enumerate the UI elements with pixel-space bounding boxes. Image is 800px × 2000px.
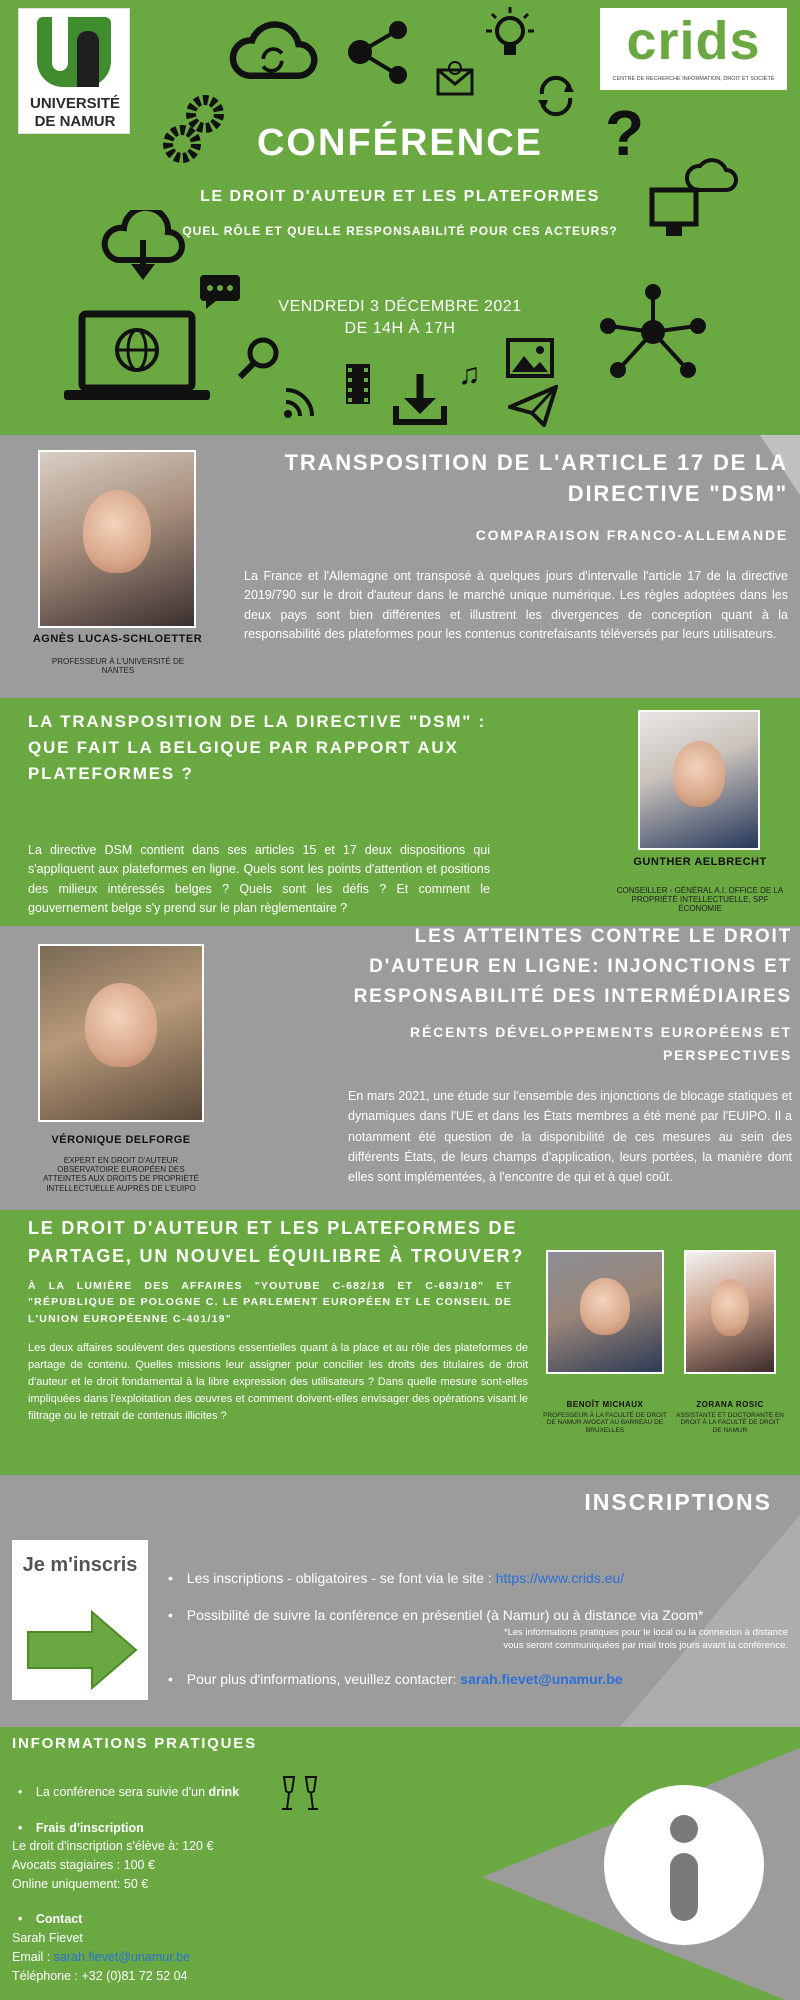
section-subtitle: À LA LUMIÈRE DES AFFAIRES "YOUTUBE C-682/18 ET C-683/18" ET "RÉPUBLIQUE DE POLOGNE C. LE PARLEMENT EUROPÉEN ET LE CONSEIL DE L'UNION EUROPÉENNE C-401/19"	[28, 1280, 512, 1325]
speaker2-name: ZORANA ROSIC	[696, 1400, 764, 1409]
section-text: La directive DSM contient dans ses articles 15 et 17 deux dispositions qui s'appliquent aux plateformes en ligne. Quels sont les points d'attention et positions des milieux intéressés belges ? Quels sont les défis ? Et comment le gouvernement belge s'y prend sur le plan règlementaire ?	[28, 843, 490, 916]
cloud-sync-icon	[225, 20, 320, 85]
section-text: La France et l'Allemagne ont transposé à quelques jours d'intervalle l'article 17 de la directive 2019/790 sur le droit d'auteur dans le marché unique numérique. Les règles adoptées dans les deux pays sont bien différentes et illustrent les divergences de conception quant à la responsabilité des plateformes pour les contenus contrefaisants téléversés par leurs utilisateurs.	[244, 569, 788, 642]
section-title-line2: PARTAGE, UN NOUVEL ÉQUILIBRE À TROUVER?	[28, 1246, 525, 1266]
inscriptions-title: INSCRIPTIONS	[584, 1489, 772, 1515]
contact-email-link[interactable]: sarah.fievet@unamur.be	[53, 1950, 191, 1964]
network-icon	[598, 282, 708, 380]
lightbulb-icon	[480, 5, 540, 67]
section-subtitle-line2: PERSPECTIVES	[663, 1047, 792, 1063]
laptop-globe-icon	[62, 310, 212, 405]
speaker2-role: ASSISTANTE ET DOCTORANTE EN DROIT À LA FACULTÉ DE DROIT DE NAMUR	[676, 1412, 784, 1434]
section-subtitle-line1: RÉCENTS DÉVELOPPEMENTS EUROPÉENS ET	[410, 1024, 792, 1040]
section-atteintes	[0, 926, 800, 1210]
section-title-line1: LE DROIT D'AUTEUR ET LES PLATEFORMES DE	[28, 1218, 518, 1238]
section-title-line2: D'AUTEUR EN LIGNE: INJONCTIONS ET	[369, 956, 792, 977]
university-logo	[18, 8, 130, 134]
speaker-photo-michaux	[546, 1250, 664, 1374]
contact-phone: Téléphone : +32 (0)81 72 52 04	[12, 1969, 188, 1983]
section-title-line2: QUE FAIT LA BELGIQUE PAR RAPPORT AUX	[28, 738, 459, 757]
speaker-role: PROFESSEUR À L'UNIVERSITÉ DE NANTES	[51, 657, 185, 676]
section-inscriptions	[0, 1475, 800, 1727]
header-section	[0, 0, 800, 435]
refresh-icon	[532, 72, 580, 120]
search-icon	[235, 335, 283, 383]
speaker-photo-rosic	[684, 1250, 776, 1374]
section-transposition-article-17	[0, 435, 800, 698]
section-title-line2: DIRECTIVE "DSM"	[567, 481, 788, 506]
infos-drink	[18, 1785, 318, 1799]
bullet-text: Possibilité de suivre la conférence en présentiel (à Namur) ou à distance via Zoom*	[186, 1607, 704, 1623]
section-title-line1: LES ATTEINTES CONTRE LE DROIT	[414, 926, 792, 947]
cloud-download-icon	[98, 210, 188, 282]
email-label: Email :	[12, 1950, 54, 1964]
drink-bold: drink	[208, 1785, 240, 1799]
university-logo-line1: UNIVERSITÉ	[29, 95, 120, 112]
contact-title	[18, 1912, 318, 1926]
conference-title: CONFÉRENCE	[256, 122, 544, 164]
conference-date: VENDREDI 3 DÉCEMBRE 2021	[278, 298, 522, 315]
email-icon	[435, 58, 475, 98]
crids-logo-text: crids	[626, 11, 761, 71]
inscriptions-bullet-2	[168, 1607, 788, 1623]
section-title-line3: PLATEFORMES ?	[28, 764, 194, 783]
section-text: Les deux affaires soulèvent des questions essentielles quant à la place et au rôle des plateformes de partage de contenu. Quelles missions leur assigner pour concilier les droits des titulaires de droit d'auteur et le droit fondamental à la libre expression des utilisateurs ? Dans quelle mesure sont-elles impliquées dans l'exploitation des œuvres et comment doivent-elles envisager des opérations visant le filtrage ou le retrait de contenus illicites ?	[28, 1342, 528, 1423]
speaker1-role: PROFESSEUR À LA FACULTÉ DE DROIT DE NAMUR AVOCAT AU BARREAU DE BRUXELLES	[543, 1412, 667, 1434]
speaker-photo-lucas-schloetter	[38, 450, 196, 628]
conference-time: DE 14H À 17H	[344, 320, 456, 337]
section-equilibre	[0, 1210, 800, 1475]
register-badge[interactable]	[12, 1540, 148, 1700]
infos-title: INFORMATIONS PRATIQUES	[12, 1735, 257, 1752]
champagne-icon	[276, 1771, 324, 1815]
fee-trainee: Avocats stagiaires : 100 €	[12, 1858, 155, 1872]
section-belgique	[0, 698, 800, 926]
speaker-name: VÉRONIQUE DELFORGE	[51, 1134, 191, 1146]
fee-standard: Le droit d'inscription s'élève à: 120 €	[12, 1839, 214, 1853]
contact-email	[12, 1950, 412, 1964]
music-icon: ♫	[458, 358, 481, 391]
bullet-text: Pour plus d'informations, veuillez contacter:	[186, 1671, 461, 1687]
image-icon	[506, 338, 554, 378]
contact-email-link[interactable]: sarah.fievet@unamur.be	[460, 1671, 623, 1687]
wifi-icon	[280, 380, 322, 422]
fees-title-text: Frais d'inscription	[35, 1821, 144, 1835]
section-title-line3: RESPONSABILITÉ DES INTERMÉDIAIRES	[353, 986, 792, 1007]
speaker-name: AGNÈS LUCAS-SCHLOETTER	[32, 633, 203, 645]
inscriptions-bullet-3	[168, 1671, 788, 1687]
film-icon	[344, 362, 372, 406]
info-icon	[604, 1785, 764, 1945]
crids-website-link[interactable]: https://www.crids.eu/	[495, 1570, 625, 1586]
contact-title-text: Contact	[35, 1912, 83, 1926]
section-title-line1: TRANSPOSITION DE L'ARTICLE 17 DE LA	[284, 450, 788, 475]
download-icon	[392, 370, 448, 426]
speaker-name: GUNTHER AELBRECHT	[633, 856, 767, 868]
conference-question: QUEL RÔLE ET QUELLE RESPONSABILITÉ POUR CES ACTEURS?	[182, 224, 618, 238]
section-informations-pratiques	[0, 1727, 800, 2000]
university-logo-line2: DE NAMUR	[34, 113, 116, 130]
arrow-right-icon	[26, 1610, 138, 1690]
fees-title	[18, 1821, 318, 1835]
bullet-text: Les inscriptions - obligatoires - se font via le site :	[186, 1570, 496, 1586]
inscriptions-bullet-1	[168, 1570, 778, 1586]
conference-subtitle: LE DROIT D'AUTEUR ET LES PLATEFORMES	[200, 188, 600, 205]
fee-online: Online uniquement: 50 €	[12, 1877, 149, 1891]
contact-name: Sarah Fievet	[12, 1931, 83, 1945]
chat-icon	[198, 273, 242, 311]
section-title-line1: LA TRANSPOSITION DE LA DIRECTIVE "DSM" :	[28, 712, 487, 731]
speaker-photo-aelbrecht	[638, 710, 760, 850]
section-text: En mars 2021, une étude sur l'ensemble des injonctions de blocage statiques et dynamiques dans l'UE et dans les États membres a été mené par l'EUIPO. Il a notamment été question de la disponibilité de ces mesures au sein des différents États, de leurs champs d'application, leurs portées, la manière dont elles sont implémentées, à l'encontre de qui et à quel coût.	[348, 1089, 792, 1184]
speaker-role: CONSEILLER - GÉNÉRAL A.I. OFFICE DE LA PROPRIÉTÉ INTELLECTUELLE, SPF ÉCONOMIE	[616, 886, 784, 914]
inscriptions-footnote-2: vous seront communiquées par mail trois jours avant la conférence.	[503, 1640, 788, 1651]
crids-logo-subtitle: CENTRE DE RECHERCHE INFORMATION, DROIT ET SOCIÉTÉ	[612, 76, 775, 82]
paper-plane-icon	[508, 385, 558, 427]
crids-logo	[600, 8, 787, 90]
register-badge-text: Je m'inscris	[22, 1554, 138, 1576]
inscriptions-footnote-1: *Les informations pratiques pour le local ou la connexion à distance	[503, 1627, 788, 1638]
section-subtitle: COMPARAISON FRANCO-ALLEMANDE	[475, 527, 788, 543]
speaker-role: EXPERT EN DROIT D'AUTEUR OBSERVATOIRE EUROPÉEN DES ATTEINTES AUX DROITS DE PROPRIÉTÉ INTELLECTUELLE AUPRÈS DE L'EUIPO	[43, 1156, 199, 1193]
drink-text: La conférence sera suivie d'un	[35, 1785, 209, 1799]
question-icon: ?	[605, 97, 645, 169]
share-icon	[340, 20, 415, 85]
speaker-photo-delforge	[38, 944, 204, 1122]
speaker1-name: BENOÎT MICHAUX	[566, 1400, 644, 1409]
